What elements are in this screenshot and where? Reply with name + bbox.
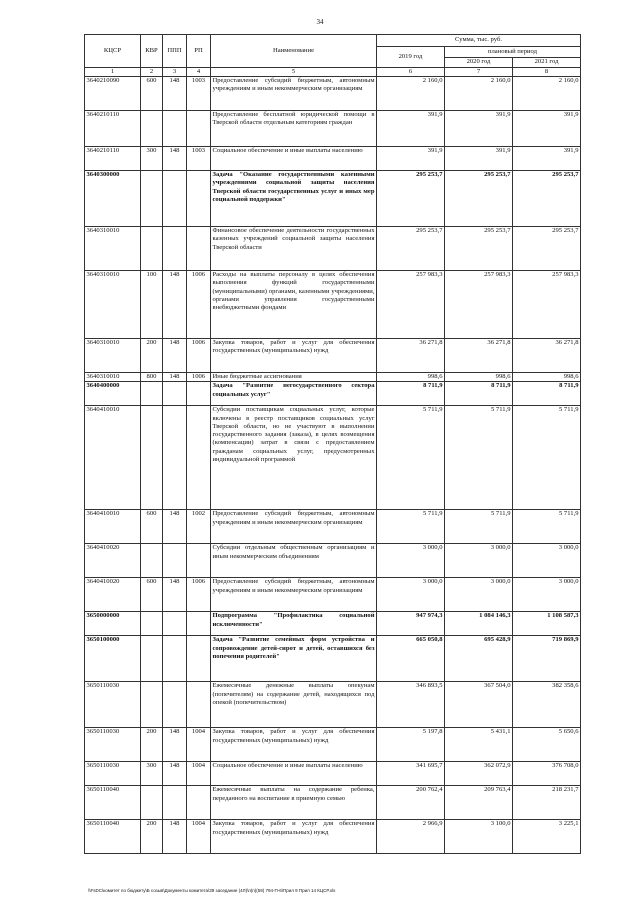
name-cell: Социальное обеспечение и иные выплаты населению [211, 147, 377, 171]
rp-cell [187, 636, 211, 682]
name-cell: Задача "Развитие негосударственного сектора социальных услуг" [211, 382, 377, 406]
rp-cell [187, 406, 211, 510]
name-cell: Финансовое обеспечение деятельности государственных казенных учреждений социальной защиты населения Тверской области [211, 227, 377, 271]
kcsr-cell: 3640310010 [85, 227, 141, 271]
name-cell: Субсидии отдельным общественным организациям и иным некоммерческим объединениям [211, 544, 377, 578]
value-2019-cell: 3 000,0 [377, 578, 445, 612]
name-cell: Ежемесячные денежные выплаты опекунам (попечителям) на содержание детей, находящихся под опекой (попечительством) [211, 682, 377, 728]
kcsr-cell: 3650110030 [85, 762, 141, 786]
name-cell: Задача "Оказание государственными казенными учреждениями социальной защиты населения Тверской области государственных услуг и иных мер социальной поддержки" [211, 171, 377, 227]
kcsr-cell: 3640210110 [85, 111, 141, 147]
header-kcsr: КЦСР [85, 35, 141, 68]
value-2020-cell: 998,6 [445, 373, 513, 382]
ppp-cell: 148 [163, 373, 187, 382]
kvr-cell [141, 612, 163, 636]
name-cell: Предоставление субсидий бюджетным, автономным учреждениям и иным некоммерческим организациям [211, 77, 377, 111]
rp-cell [187, 612, 211, 636]
value-2020-cell: 295 253,7 [445, 171, 513, 227]
kcsr-cell: 3640310010 [85, 339, 141, 373]
table-row [85, 227, 581, 271]
file-path-footer: \\FsDC\комитет по бюджету\Б созыв\Документы комитета\39 заседание (4Л)\п(п)(59) 794-П-6\Прил 9 Прил 14 КЦСР.xls [88, 888, 336, 893]
value-2020-cell: 391,9 [445, 111, 513, 147]
kcsr-cell: 3640410020 [85, 544, 141, 578]
value-2020-cell: 5 711,9 [445, 510, 513, 544]
name-cell: Закупка товаров, работ и услуг для обеспечения государственных (муниципальных) нужд [211, 339, 377, 373]
value-2019-cell: 295 253,7 [377, 171, 445, 227]
col-number: 1 [85, 68, 141, 77]
table-row [85, 373, 581, 382]
kcsr-cell: 3640310010 [85, 271, 141, 339]
kvr-cell: 300 [141, 762, 163, 786]
col-number: 8 [513, 68, 581, 77]
ppp-cell: 148 [163, 578, 187, 612]
header-sum-caption: Сумма, тыс. руб. [377, 35, 581, 47]
value-2021-cell: 376 708,0 [513, 762, 581, 786]
table-body [85, 77, 581, 854]
ppp-cell [163, 636, 187, 682]
ppp-cell [163, 406, 187, 510]
value-2020-cell: 5 711,9 [445, 406, 513, 510]
table-row [85, 762, 581, 786]
kvr-cell [141, 544, 163, 578]
table-row [85, 612, 581, 636]
ppp-cell [163, 227, 187, 271]
ppp-cell [163, 544, 187, 578]
kvr-cell [141, 786, 163, 820]
value-2021-cell: 382 358,6 [513, 682, 581, 728]
value-2021-cell: 295 253,7 [513, 227, 581, 271]
rp-cell [187, 544, 211, 578]
rp-cell: 1006 [187, 271, 211, 339]
value-2019-cell: 998,6 [377, 373, 445, 382]
ppp-cell [163, 382, 187, 406]
value-2020-cell: 3 100,0 [445, 820, 513, 854]
rp-cell: 1004 [187, 820, 211, 854]
value-2019-cell: 200 762,4 [377, 786, 445, 820]
value-2021-cell: 295 253,7 [513, 171, 581, 227]
rp-cell: 1002 [187, 510, 211, 544]
kvr-cell [141, 406, 163, 510]
kvr-cell [141, 682, 163, 728]
table-row [85, 786, 581, 820]
value-2020-cell: 8 711,9 [445, 382, 513, 406]
table-row [85, 339, 581, 373]
value-2021-cell: 3 000,0 [513, 544, 581, 578]
kvr-cell [141, 171, 163, 227]
table-row [85, 544, 581, 578]
name-cell: Закупка товаров, работ и услуг для обеспечения государственных (муниципальных) нужд [211, 820, 377, 854]
value-2020-cell: 5 431,1 [445, 728, 513, 762]
value-2021-cell: 257 983,3 [513, 271, 581, 339]
value-2021-cell: 3 225,1 [513, 820, 581, 854]
ppp-cell [163, 171, 187, 227]
header-2021: 2021 год [513, 58, 581, 68]
col-number: 4 [187, 68, 211, 77]
rp-cell [187, 786, 211, 820]
value-2021-cell: 391,9 [513, 111, 581, 147]
value-2019-cell: 5 197,8 [377, 728, 445, 762]
value-2021-cell: 5 711,9 [513, 510, 581, 544]
value-2019-cell: 295 253,7 [377, 227, 445, 271]
table-row [85, 636, 581, 682]
value-2019-cell: 36 271,8 [377, 339, 445, 373]
value-2019-cell: 2 966,9 [377, 820, 445, 854]
rp-cell [187, 111, 211, 147]
value-2020-cell: 695 428,9 [445, 636, 513, 682]
table-row [85, 271, 581, 339]
value-2019-cell: 391,9 [377, 111, 445, 147]
value-2019-cell: 947 974,3 [377, 612, 445, 636]
ppp-cell [163, 786, 187, 820]
value-2021-cell: 218 231,7 [513, 786, 581, 820]
kcsr-cell: 3650000000 [85, 612, 141, 636]
name-cell: Предоставление субсидий бюджетным, автономным учреждениям и иным некоммерческим организациям [211, 578, 377, 612]
kvr-cell: 600 [141, 77, 163, 111]
ppp-cell: 148 [163, 147, 187, 171]
value-2020-cell: 367 504,0 [445, 682, 513, 728]
kvr-cell: 200 [141, 728, 163, 762]
table-row [85, 510, 581, 544]
kcsr-cell: 3640400000 [85, 382, 141, 406]
ppp-cell: 148 [163, 728, 187, 762]
header-name: Наименование [211, 35, 377, 68]
name-cell: Субсидии поставщикам социальных услуг, которые включены в реестр поставщиков социальных услуг Тверской области, но не участвуют в выполнении государственного задания (заказа), в целях возмещения (компенсации) затрат в связи с предоставлением гражданам социальных услуг, предусмотренных индивидуальной программой [211, 406, 377, 510]
value-2019-cell: 8 711,9 [377, 382, 445, 406]
kvr-cell: 600 [141, 510, 163, 544]
rp-cell: 1004 [187, 762, 211, 786]
col-number: 2 [141, 68, 163, 77]
value-2019-cell: 2 160,0 [377, 77, 445, 111]
col-number: 3 [163, 68, 187, 77]
budget-table [84, 34, 581, 854]
value-2020-cell: 1 084 146,3 [445, 612, 513, 636]
rp-cell [187, 171, 211, 227]
value-2021-cell: 719 869,9 [513, 636, 581, 682]
ppp-cell: 148 [163, 762, 187, 786]
kvr-cell [141, 382, 163, 406]
table-row [85, 728, 581, 762]
ppp-cell [163, 682, 187, 728]
kcsr-cell: 3650110030 [85, 728, 141, 762]
value-2021-cell: 998,6 [513, 373, 581, 382]
kcsr-cell: 3640210090 [85, 77, 141, 111]
rp-cell: 1006 [187, 339, 211, 373]
kvr-cell [141, 111, 163, 147]
value-2019-cell: 5 711,9 [377, 510, 445, 544]
kcsr-cell: 3640300000 [85, 171, 141, 227]
kvr-cell: 800 [141, 373, 163, 382]
value-2020-cell: 3 000,0 [445, 544, 513, 578]
value-2019-cell: 346 893,5 [377, 682, 445, 728]
kcsr-cell: 3650100000 [85, 636, 141, 682]
value-2019-cell: 3 000,0 [377, 544, 445, 578]
rp-cell [187, 682, 211, 728]
table-row [85, 111, 581, 147]
value-2019-cell: 665 050,8 [377, 636, 445, 682]
kvr-cell: 600 [141, 578, 163, 612]
ppp-cell [163, 612, 187, 636]
value-2019-cell: 341 695,7 [377, 762, 445, 786]
table-row [85, 406, 581, 510]
table-row [85, 820, 581, 854]
table-row [85, 578, 581, 612]
header-planned: плановый период [445, 47, 581, 58]
value-2021-cell: 391,9 [513, 147, 581, 171]
value-2021-cell: 2 160,0 [513, 77, 581, 111]
table-row [85, 77, 581, 111]
table-header [85, 35, 581, 77]
kcsr-cell: 3640210110 [85, 147, 141, 171]
value-2020-cell: 295 253,7 [445, 227, 513, 271]
kvr-cell: 200 [141, 820, 163, 854]
ppp-cell: 148 [163, 510, 187, 544]
kcsr-cell: 3640410020 [85, 578, 141, 612]
name-cell: Подпрограмма "Профилактика социальной исключенности" [211, 612, 377, 636]
value-2020-cell: 257 983,3 [445, 271, 513, 339]
value-2019-cell: 5 711,9 [377, 406, 445, 510]
value-2019-cell: 391,9 [377, 147, 445, 171]
value-2021-cell: 5 711,9 [513, 406, 581, 510]
rp-cell: 1003 [187, 77, 211, 111]
page-number: 34 [316, 18, 324, 26]
kcsr-cell: 3640310010 [85, 373, 141, 382]
table-row [85, 171, 581, 227]
name-cell: Предоставление бесплатной юридической помощи в Тверской области отдельным категориям граждан [211, 111, 377, 147]
rp-cell [187, 382, 211, 406]
header-ppp: ППП [163, 35, 187, 68]
rp-cell: 1006 [187, 373, 211, 382]
kvr-cell [141, 227, 163, 271]
col-number: 6 [377, 68, 445, 77]
name-cell: Предоставление субсидий бюджетным, автономным учреждениям и иным некоммерческим организациям [211, 510, 377, 544]
table-row [85, 682, 581, 728]
name-cell: Иные бюджетные ассигнования [211, 373, 377, 382]
kvr-cell: 100 [141, 271, 163, 339]
table-row [85, 147, 581, 171]
header-2019: 2019 год [377, 47, 445, 68]
value-2020-cell: 209 763,4 [445, 786, 513, 820]
rp-cell [187, 227, 211, 271]
value-2020-cell: 2 160,0 [445, 77, 513, 111]
name-cell: Расходы на выплаты персоналу в целях обеспечения выполнения функций государственными (муниципальными) органами, казенными учреждениями, органами управления государственными внебюджетными фондами [211, 271, 377, 339]
value-2021-cell: 5 650,6 [513, 728, 581, 762]
value-2021-cell: 3 000,0 [513, 578, 581, 612]
name-cell: Закупка товаров, работ и услуг для обеспечения государственных (муниципальных) нужд [211, 728, 377, 762]
name-cell: Задача "Развитие семейных форм устройства и сопровождение детей-сирот и детей, оставшихся без попечения родителей" [211, 636, 377, 682]
ppp-cell: 148 [163, 339, 187, 373]
name-cell: Ежемесячные выплаты на содержание ребенка, переданного на воспитание в приемную семью [211, 786, 377, 820]
value-2019-cell: 257 983,3 [377, 271, 445, 339]
ppp-cell: 148 [163, 271, 187, 339]
value-2020-cell: 391,9 [445, 147, 513, 171]
kvr-cell: 300 [141, 147, 163, 171]
kcsr-cell: 3650110030 [85, 682, 141, 728]
rp-cell: 1003 [187, 147, 211, 171]
header-kvr: КВР [141, 35, 163, 68]
kvr-cell: 200 [141, 339, 163, 373]
table-row [85, 382, 581, 406]
value-2020-cell: 36 271,8 [445, 339, 513, 373]
value-2020-cell: 3 000,0 [445, 578, 513, 612]
col-number: 7 [445, 68, 513, 77]
ppp-cell: 148 [163, 77, 187, 111]
column-number-row [85, 68, 581, 77]
value-2021-cell: 8 711,9 [513, 382, 581, 406]
value-2021-cell: 36 271,8 [513, 339, 581, 373]
name-cell: Социальное обеспечение и иные выплаты населению [211, 762, 377, 786]
kcsr-cell: 3650110040 [85, 820, 141, 854]
rp-cell: 1006 [187, 578, 211, 612]
ppp-cell [163, 111, 187, 147]
kvr-cell [141, 636, 163, 682]
ppp-cell: 148 [163, 820, 187, 854]
value-2021-cell: 1 108 587,3 [513, 612, 581, 636]
kcsr-cell: 3640410010 [85, 510, 141, 544]
col-number: 5 [211, 68, 377, 77]
header-2020: 2020 год [445, 58, 513, 68]
kcsr-cell: 3650110040 [85, 786, 141, 820]
rp-cell: 1004 [187, 728, 211, 762]
value-2020-cell: 362 072,9 [445, 762, 513, 786]
header-rp: РП [187, 35, 211, 68]
kcsr-cell: 3640410010 [85, 406, 141, 510]
